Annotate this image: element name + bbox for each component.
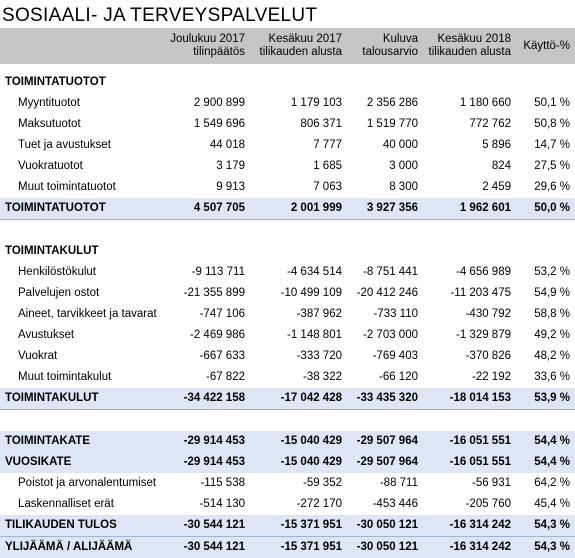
row-label: TOIMINTAKULUT [0,241,165,262]
header-line: Kesäkuu 2018 [437,33,511,45]
value-cell: -733 110 [347,304,423,325]
value-cell: -16 051 551 [423,431,516,452]
spacer-cell [165,64,250,72]
value-cell: -59 352 [250,473,347,494]
value-cell: -15 371 951 [250,537,347,558]
value-cell: -16 314 242 [423,537,516,558]
header-cell-budget [347,28,423,64]
table-row [0,367,575,388]
table-row [0,177,575,198]
value-cell: 54,4 % [516,431,575,452]
spacer-cell [423,64,516,72]
value-cell: 53,2 % [516,262,575,283]
table-row [0,494,575,515]
spacer-row [0,220,575,242]
value-cell: -514 130 [165,494,250,515]
row-label: Laskennalliset erät [0,494,165,515]
row-label: YLIJÄÄMÄ / ALIJÄÄMÄ [0,537,165,558]
value-cell: -370 826 [423,346,516,367]
value-cell: 806 371 [250,114,347,135]
table-row [0,304,575,325]
value-cell: -16 314 242 [423,515,516,537]
value-cell: 3 927 356 [347,198,423,220]
table-row [0,114,575,135]
total-row [0,431,575,452]
table-row [0,93,575,114]
value-cell: 27,5 % [516,156,575,177]
value-cell: -66 120 [347,367,423,388]
spacer-cell [250,220,347,242]
value-cell: 54,3 % [516,515,575,537]
spacer-row [0,410,575,432]
value-cell: 50,8 % [516,114,575,135]
row-label: Vuokrat [0,346,165,367]
value-cell: 45,4 % [516,494,575,515]
value-cell: -4 656 989 [423,262,516,283]
value-cell: -1 329 879 [423,325,516,346]
value-cell [516,241,575,262]
value-cell: 5 896 [423,135,516,156]
value-cell: 33,6 % [516,367,575,388]
spacer-cell [250,64,347,72]
value-cell: -430 792 [423,304,516,325]
value-cell: -15 040 429 [250,452,347,473]
table-body [0,64,575,558]
total-row [0,198,575,220]
value-cell: -115 538 [165,473,250,494]
value-cell: 3 179 [165,156,250,177]
value-cell: -30 544 121 [165,515,250,537]
total-row [0,452,575,473]
value-cell: 40 000 [347,135,423,156]
value-cell: -667 633 [165,346,250,367]
value-cell: -453 446 [347,494,423,515]
value-cell: -4 634 514 [250,262,347,283]
value-cell: 772 762 [423,114,516,135]
value-cell [516,72,575,93]
value-cell: 3 000 [347,156,423,177]
budget-table [0,28,575,558]
value-cell: -18 014 153 [423,388,516,410]
table-row [0,283,575,304]
spacer-cell [516,64,575,72]
page-title: SOSIAALI- JA TERVEYSPALVELUT [2,4,317,28]
value-cell: 2 900 899 [165,93,250,114]
spacer-cell [165,220,250,242]
header-cell-jun-2018 [423,28,516,64]
value-cell: -333 720 [250,346,347,367]
value-cell: -22 192 [423,367,516,388]
header-line: talousarvio [362,46,418,58]
header-line: Joulukuu 2017 [170,33,245,45]
value-cell: 1 962 601 [423,198,516,220]
row-label: TOIMINTATUOTOT [0,72,165,93]
spacer-cell [516,220,575,242]
row-label: Aineet, tarvikkeet ja tavarat [0,304,165,325]
value-cell: 4 507 705 [165,198,250,220]
row-label: TOIMINTAKULUT [0,388,165,410]
value-cell [347,241,423,262]
row-label: TOIMINTAKATE [0,431,165,452]
value-cell: 50,1 % [516,93,575,114]
value-cell: 14,7 % [516,135,575,156]
table-header [0,28,575,64]
spacer-cell [0,410,165,432]
row-label: Muut toimintatuotot [0,177,165,198]
value-cell: -29 507 964 [347,452,423,473]
table-row [0,473,575,494]
row-label: Myyntituotot [0,93,165,114]
value-cell: 64,2 % [516,473,575,494]
total-row [0,388,575,410]
value-cell: -15 040 429 [250,431,347,452]
table-row [0,346,575,367]
row-label: Tuet ja avustukset [0,135,165,156]
value-cell: -20 412 246 [347,283,423,304]
value-cell: 54,4 % [516,452,575,473]
header-line: tilinpäätös [193,46,245,58]
value-cell: 2 001 999 [250,198,347,220]
spacer-cell [0,64,165,72]
value-cell: -29 914 453 [165,452,250,473]
spacer-cell [347,220,423,242]
value-cell: -56 931 [423,473,516,494]
value-cell: -2 703 000 [347,325,423,346]
value-cell: 8 300 [347,177,423,198]
row-label: VUOSIKATE [0,452,165,473]
header-cell-label [0,28,165,64]
value-cell: 54,9 % [516,283,575,304]
value-cell: 1 519 770 [347,114,423,135]
value-cell: -38 322 [250,367,347,388]
value-cell: -30 050 121 [347,515,423,537]
value-cell: -34 422 158 [165,388,250,410]
value-cell: -30 544 121 [165,537,250,558]
row-label: Poistot ja arvonalentumiset [0,473,165,494]
row-label: Henkilöstökulut [0,262,165,283]
spacer-cell [516,410,575,432]
value-cell: 1 179 103 [250,93,347,114]
row-label: Vuokratuotot [0,156,165,177]
total-row [0,537,575,558]
value-cell [250,72,347,93]
value-cell: -17 042 428 [250,388,347,410]
row-label: TILIKAUDEN TULOS [0,515,165,537]
section-header-row [0,241,575,262]
row-label: Maksutuotot [0,114,165,135]
table-row [0,262,575,283]
total-row [0,515,575,537]
spacer-cell [347,410,423,432]
value-cell: -9 113 711 [165,262,250,283]
value-cell: -205 760 [423,494,516,515]
value-cell: 54,3 % [516,537,575,558]
value-cell: -387 962 [250,304,347,325]
value-cell: -769 403 [347,346,423,367]
value-cell: 44 018 [165,135,250,156]
value-cell: 29,6 % [516,177,575,198]
row-label: Palvelujen ostot [0,283,165,304]
value-cell: 1 180 660 [423,93,516,114]
value-cell: -30 050 121 [347,537,423,558]
value-cell: -8 751 441 [347,262,423,283]
header-line: tilikauden alusta [260,46,342,58]
spacer-cell [0,220,165,242]
spacer-cell [250,410,347,432]
value-cell: 53,9 % [516,388,575,410]
value-cell: -67 822 [165,367,250,388]
value-cell: -10 499 109 [250,283,347,304]
value-cell: 824 [423,156,516,177]
value-cell: -21 355 899 [165,283,250,304]
value-cell: 7 063 [250,177,347,198]
row-label: Muut toimintakulut [0,367,165,388]
section-header-row [0,72,575,93]
value-cell: -29 914 453 [165,431,250,452]
value-cell: -16 051 551 [423,452,516,473]
value-cell: 9 913 [165,177,250,198]
value-cell: 1 549 696 [165,114,250,135]
header-line: Kuluva [383,33,418,45]
spacer-cell [347,64,423,72]
value-cell [423,241,516,262]
value-cell: 48,2 % [516,346,575,367]
value-cell: -2 469 986 [165,325,250,346]
header-cell-usage [516,28,575,64]
value-cell: 2 356 286 [347,93,423,114]
header-cell-jun-2017 [250,28,347,64]
value-cell [347,72,423,93]
value-cell: -11 203 475 [423,283,516,304]
value-cell: -33 435 320 [347,388,423,410]
value-cell [165,72,250,93]
table-row [0,156,575,177]
value-cell: 7 777 [250,135,347,156]
value-cell: -15 371 951 [250,515,347,537]
value-cell [423,72,516,93]
value-cell: 2 459 [423,177,516,198]
value-cell: -1 148 801 [250,325,347,346]
header-cell-dec-2017 [165,28,250,64]
spacer-cell [165,410,250,432]
value-cell: -88 711 [347,473,423,494]
value-cell: 49,2 % [516,325,575,346]
table-row [0,325,575,346]
header-line: Käyttö-% [523,40,570,52]
value-cell: -747 106 [165,304,250,325]
value-cell: -272 170 [250,494,347,515]
row-label: TOIMINTATUOTOT [0,198,165,220]
spacer-cell [423,410,516,432]
value-cell: -29 507 964 [347,431,423,452]
row-label: Avustukset [0,325,165,346]
value-cell: 58,8 % [516,304,575,325]
value-cell [165,241,250,262]
value-cell: 1 685 [250,156,347,177]
spacer-cell [423,220,516,242]
value-cell: 50,0 % [516,198,575,220]
value-cell [250,241,347,262]
spacer-row [0,64,575,72]
header-line: Kesäkuu 2017 [268,33,342,45]
header-line: tilikauden alusta [429,46,511,58]
table-row [0,135,575,156]
